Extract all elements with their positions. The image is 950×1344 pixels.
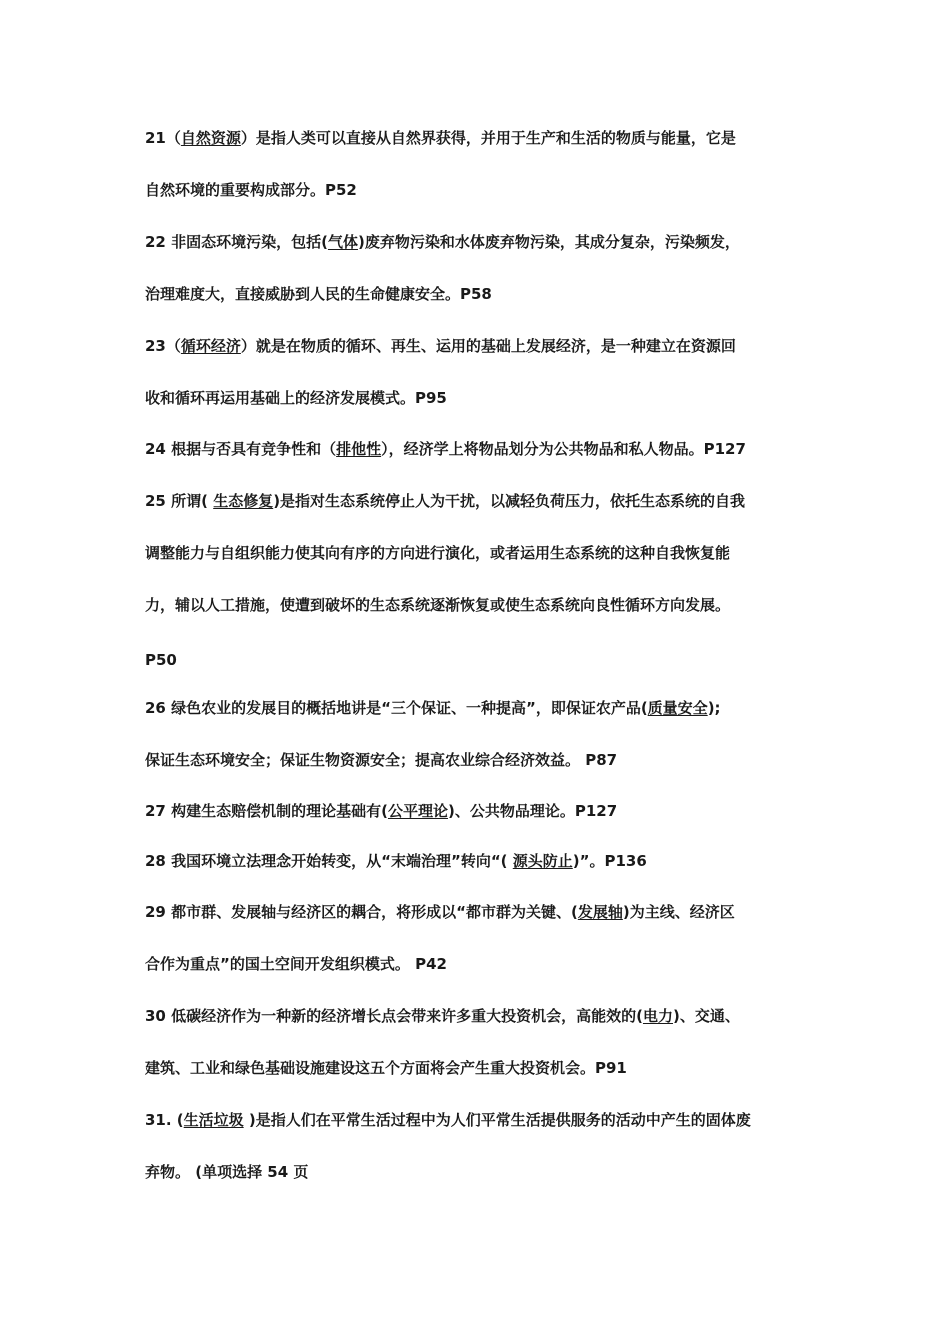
paragraph-line [145,650,825,670]
paragraph-line [145,902,825,922]
text-segment: 收和循环再运用基础上的经济发展模式。P95 [145,389,447,407]
paragraph-line [145,180,825,200]
paragraph-line [145,128,825,148]
paragraph-line [145,698,825,718]
answer-blank: 生活垃圾 [183,1111,244,1129]
text-segment: ），经济学上将物品划分为公共物品和私人物品。P127 [381,440,746,458]
text-segment: 26 绿色农业的发展目的概括地讲是“三个保证、一种提高”，即保证农产品( [145,699,648,717]
answer-blank: 发展轴 [577,903,623,921]
text-segment: ）就是在物质的循环、再生、运用的基础上发展经济，是一种建立在资源回 [240,337,736,355]
text-segment: 调整能力与自组织能力使其向有序的方向进行演化，或者运用生态系统的这种自我恢复能 [145,544,731,562]
text-segment: 30 低碳经济作为一种新的经济增长点会带来许多重大投资机会，高能效的( [145,1007,643,1025]
paragraph-line [145,232,825,252]
text-segment: 21（ [145,129,181,147]
text-segment: )是指人们在平常生活过程中为人们平常生活提供服务的活动中产生的固体废 [243,1111,751,1129]
paragraph-line [145,1006,825,1026]
text-segment: 31. ( [145,1111,184,1129]
paragraph-line [145,750,825,770]
text-segment: ）是指人类可以直接从自然界获得，并用于生产和生活的物质与能量，它是 [240,129,736,147]
text-segment: 28 我国环境立法理念开始转变，从“末端治理”转向“( [145,852,513,870]
answer-blank: 公平理论 [387,802,448,820]
text-segment: )废弃物污染和水体废弃物污染，其成分复杂，污染频发， [357,233,740,251]
text-segment: 24 根据与否具有竞争性和（ [145,440,337,458]
answer-blank: 循环经济 [180,337,241,355]
answer-blank: 自然资源 [180,129,241,147]
paragraph-line [145,595,825,615]
answer-blank: 源头防止 [512,852,573,870]
paragraph-line [145,388,825,408]
text-segment: 保证生态环境安全；保证生物资源安全；提高农业综合经济效益。 P87 [145,751,618,769]
paragraph-line [145,439,825,459]
text-segment: 29 都市群、发展轴与经济区的耦合，将形成以“都市群为关键、( [145,903,578,921]
paragraph-line [145,1110,825,1130]
text-segment: 建筑、工业和绿色基础设施建设这五个方面将会产生重大投资机会。P91 [145,1059,627,1077]
answer-blank: 质量安全 [647,699,708,717]
text-segment: 弃物。 (单项选择 54 页 [145,1163,309,1181]
text-segment: 23（ [145,337,181,355]
paragraph-line [145,801,825,821]
answer-blank: 生态修复 [213,492,274,510]
paragraph-line [145,491,825,511]
text-segment: 自然环境的重要构成部分。P52 [145,181,357,199]
paragraph-line [145,954,825,974]
text-segment: P50 [145,651,177,669]
text-segment: 22 非固态环境污染，包括( [145,233,328,251]
answer-blank: 气体 [327,233,358,251]
text-segment: )为主线、经济区 [622,903,735,921]
text-segment: ); [707,699,721,717]
paragraph-line [145,1058,825,1078]
paragraph-line [145,851,825,871]
text-segment: )”。P136 [572,852,647,870]
paragraph-line [145,543,825,563]
text-segment: )、交通、 [672,1007,740,1025]
paragraph-line [145,336,825,356]
paragraph-line [145,1162,825,1182]
paragraph-line [145,284,825,304]
text-segment: )、公共物品理论。P127 [447,802,618,820]
answer-blank: 排他性 [336,440,382,458]
text-segment: 力，辅以人工措施，使遭到破坏的生态系统逐渐恢复或使生态系统向良性循环方向发展。 [145,596,731,614]
answer-blank: 电力 [642,1007,673,1025]
text-segment: )是指对生态系统停止人为干扰，以减轻负荷压力，依托生态系统的自我 [273,492,746,510]
text-segment: 合作为重点”的国土空间开发组织模式。 P42 [145,955,447,973]
text-segment: 27 构建生态赔偿机制的理论基础有( [145,802,388,820]
text-segment: 治理难度大，直接威胁到人民的生命健康安全。P58 [145,285,492,303]
text-segment: 25 所谓( [145,492,214,510]
